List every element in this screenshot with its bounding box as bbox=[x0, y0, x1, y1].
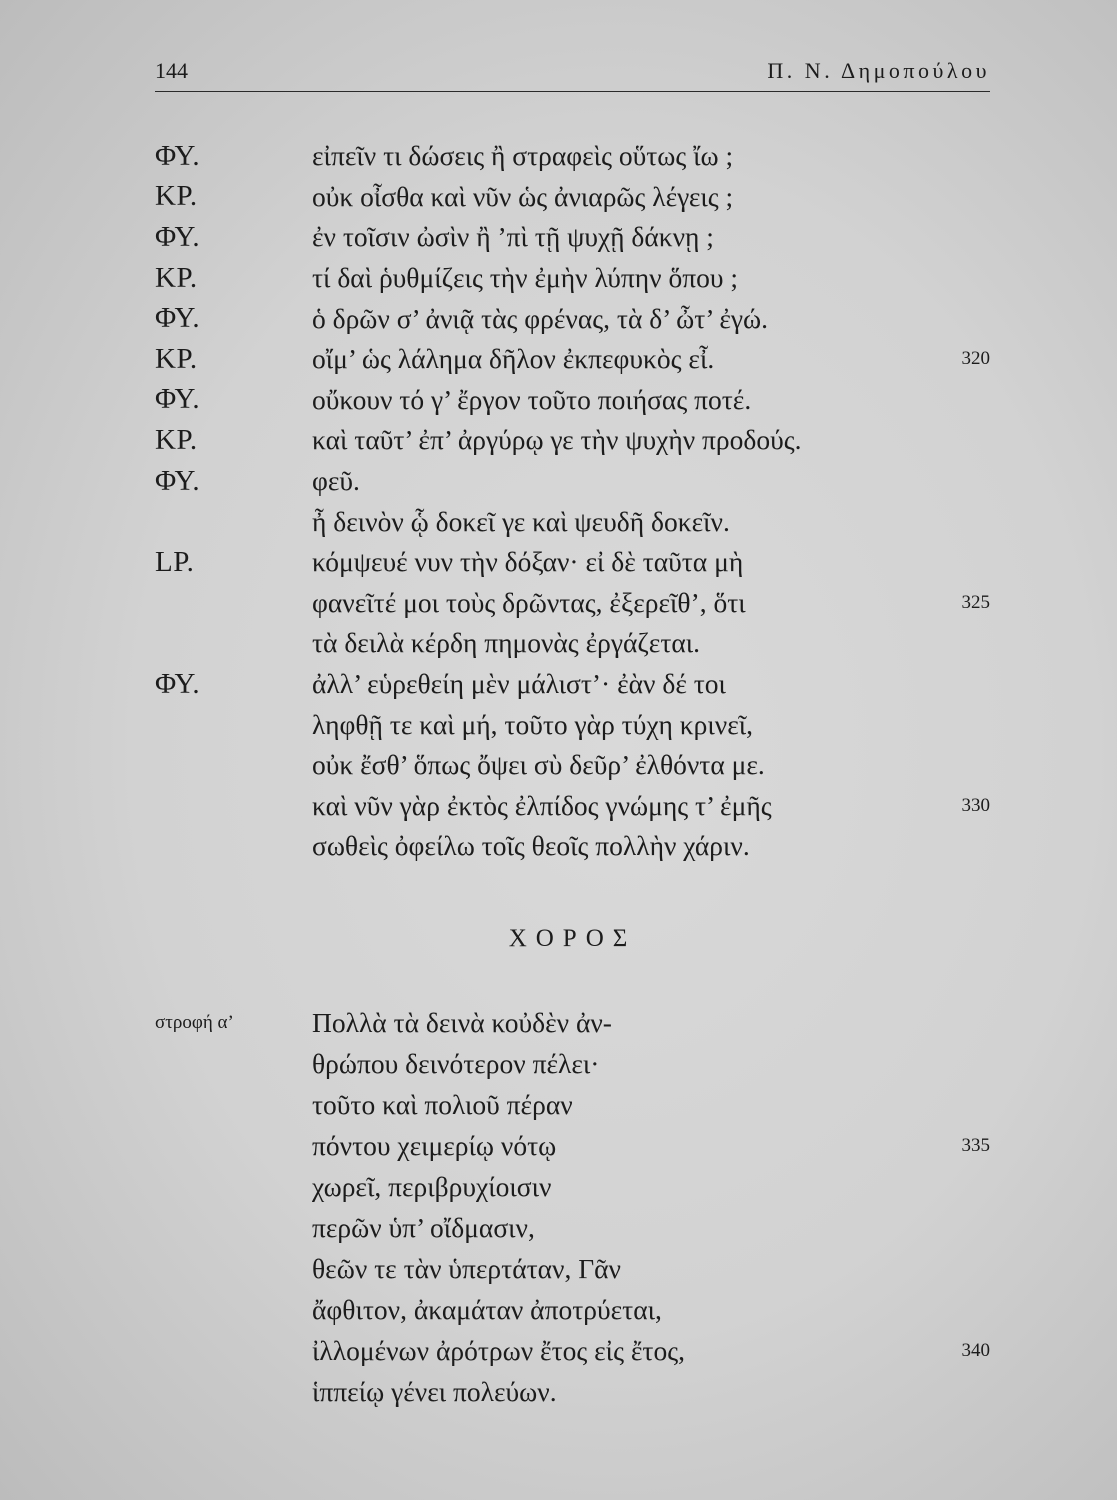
line-number: 325 bbox=[961, 591, 990, 613]
verse-text: ληφθῇ τε καὶ μή, τοῦτο γὰρ τύχη κρινεῖ, bbox=[312, 708, 754, 740]
verse-text: τοῦτο καὶ πολιοῦ πέραν bbox=[312, 1088, 573, 1120]
verse-text: ἱππείῳ γένει πολεύων. bbox=[312, 1375, 557, 1407]
speaker-label: ΚΡ. bbox=[155, 342, 198, 375]
dialogue-line bbox=[155, 177, 990, 218]
line-number: 335 bbox=[961, 1134, 990, 1156]
page-number: 144 bbox=[155, 58, 188, 83]
verse-text: καὶ ταῦτ’ ἐπ’ ἀργύρῳ γε τὴν ψυχὴν προδούς. bbox=[312, 424, 802, 456]
verse-text: σωθεὶς ὀφείλω τοῖς θεοῖς πολλὴν χάριν. bbox=[312, 830, 750, 862]
verse-text: τὰ δειλὰ κέρδη πημονὰς ἐργάζεται. bbox=[312, 627, 701, 659]
verse-text: οὐκ οἶσθα καὶ νῦν ὡς ἀνιαρῶς λέγεις ; bbox=[312, 180, 734, 212]
verse-text: ἐν τοῖσιν ὠσὶν ἢ ’πὶ τῇ ψυχῇ δάκνῃ ; bbox=[312, 221, 714, 253]
speaker-label: ΦΥ. bbox=[155, 302, 201, 335]
speaker-label: LP. bbox=[155, 545, 195, 578]
verse-text: τί δαὶ ῥυθμίζεις τὴν ἐμὴν λύπην ὅπου ; bbox=[312, 262, 738, 294]
dialogue-line bbox=[155, 704, 990, 745]
dialogue-line bbox=[155, 501, 990, 542]
verse-text: φανεῖτέ μοι τοὺς δρῶντας, ἐξερεῖθ’, ὅτι bbox=[312, 586, 746, 618]
verse-text: ἦ δεινὸν ᾧ δοκεῖ γε καὶ ψευδῆ δοκεῖν. bbox=[312, 505, 730, 537]
running-title: Π. Ν. Δημοπούλου bbox=[767, 58, 990, 83]
strophe-line bbox=[155, 1125, 990, 1166]
strophe-line bbox=[155, 1248, 990, 1289]
strophe-line bbox=[155, 1330, 990, 1371]
verse-text: ὁ δρῶν σ’ ἀνιᾷ τὰς φρένας, τὰ δ’ ὦτ’ ἐγώ. bbox=[312, 302, 769, 334]
verse-text: Πολλὰ τὰ δεινὰ κοὐδὲν ἀν- bbox=[312, 1006, 612, 1038]
speaker-label: ΦΥ. bbox=[155, 464, 201, 497]
strophe-line bbox=[155, 1002, 990, 1043]
strophe-line bbox=[155, 1084, 990, 1125]
chorus-heading: ΧΟΡΟΣ bbox=[508, 925, 637, 952]
speaker-label: ΚΡ. bbox=[155, 180, 198, 213]
strophe-line bbox=[155, 1289, 990, 1330]
speaker-label: ΦΥ. bbox=[155, 667, 201, 700]
strophe-line bbox=[155, 1207, 990, 1248]
dialogue-line bbox=[155, 420, 990, 461]
dialogue-line bbox=[155, 786, 990, 827]
speaker-label: ΚΡ. bbox=[155, 261, 198, 294]
verse-text: εἰπεῖν τι δώσεις ἢ στραφεὶς οὕτως ἴω ; bbox=[312, 140, 734, 172]
dialogue-line bbox=[155, 258, 990, 299]
section-label: στροφή α’ bbox=[155, 1011, 234, 1033]
verse-text: οἴμ’ ὡς λάλημα δῆλον ἐκπεφυκὸς εἶ. bbox=[312, 343, 715, 375]
dialogue-line bbox=[155, 583, 990, 624]
dialogue-line bbox=[155, 461, 990, 502]
dialogue-line bbox=[155, 217, 990, 258]
verse-text: χωρεῖ, περιβρυχίοισιν bbox=[312, 1170, 552, 1202]
verse-text: οὐκ ἔσθ’ ὅπως ὄψει σὺ δεῦρ’ ἐλθόντα με. bbox=[312, 749, 765, 781]
speaker-label: ΦΥ. bbox=[155, 220, 201, 253]
dialogue-line bbox=[155, 339, 990, 380]
verse-text: ἀλλ’ εὑρεθείη μὲν μάλιστ’· ἐὰν δέ τοι bbox=[312, 668, 726, 700]
verse-text: ἰλλομένων ἀρότρων ἔτος εἰς ἔτος, bbox=[312, 1334, 685, 1366]
verse-text: κόμψευέ νυν τὴν δόξαν· εἰ δὲ ταῦτα μὴ bbox=[312, 546, 744, 578]
verse-text: θεῶν τε τὰν ὑπερτάταν, Γᾶν bbox=[312, 1252, 621, 1284]
speaker-label: ΚΡ. bbox=[155, 423, 198, 456]
strophe-line bbox=[155, 1043, 990, 1084]
page-header bbox=[155, 52, 990, 88]
verse-text: θρώπου δεινότερον πέλει· bbox=[312, 1047, 600, 1079]
verse-text: περῶν ὑπ’ οἴδμασιν, bbox=[312, 1211, 535, 1243]
strophe-line bbox=[155, 1371, 990, 1412]
dialogue-block bbox=[155, 136, 990, 867]
speaker-label: ΦΥ. bbox=[155, 139, 201, 172]
dialogue-line bbox=[155, 623, 990, 664]
verse-text: φεῦ. bbox=[312, 465, 360, 497]
line-number: 320 bbox=[961, 348, 990, 370]
line-number: 340 bbox=[961, 1339, 990, 1361]
verse-text: καὶ νῦν γὰρ ἐκτὸς ἐλπίδος γνώμης τ’ ἐμῆς bbox=[312, 789, 772, 821]
verse-text: ἄφθιτον, ἀκαμάταν ἀποτρύεται, bbox=[312, 1293, 662, 1325]
strophe-block bbox=[155, 1002, 990, 1412]
dialogue-line bbox=[155, 380, 990, 421]
verse-text: πόντου χειμερίῳ νότῳ bbox=[312, 1129, 557, 1161]
line-number: 330 bbox=[961, 794, 990, 816]
dialogue-line bbox=[155, 542, 990, 583]
speaker-label: ΦΥ. bbox=[155, 383, 201, 416]
strophe-line bbox=[155, 1166, 990, 1207]
dialogue-line bbox=[155, 136, 990, 177]
dialogue-line bbox=[155, 745, 990, 786]
dialogue-line bbox=[155, 664, 990, 705]
dialogue-line bbox=[155, 298, 990, 339]
verse-text: οὔκουν τό γ’ ἔργον τοῦτο ποιήσας ποτέ. bbox=[312, 383, 752, 415]
header-rule bbox=[155, 91, 990, 92]
dialogue-line bbox=[155, 826, 990, 867]
